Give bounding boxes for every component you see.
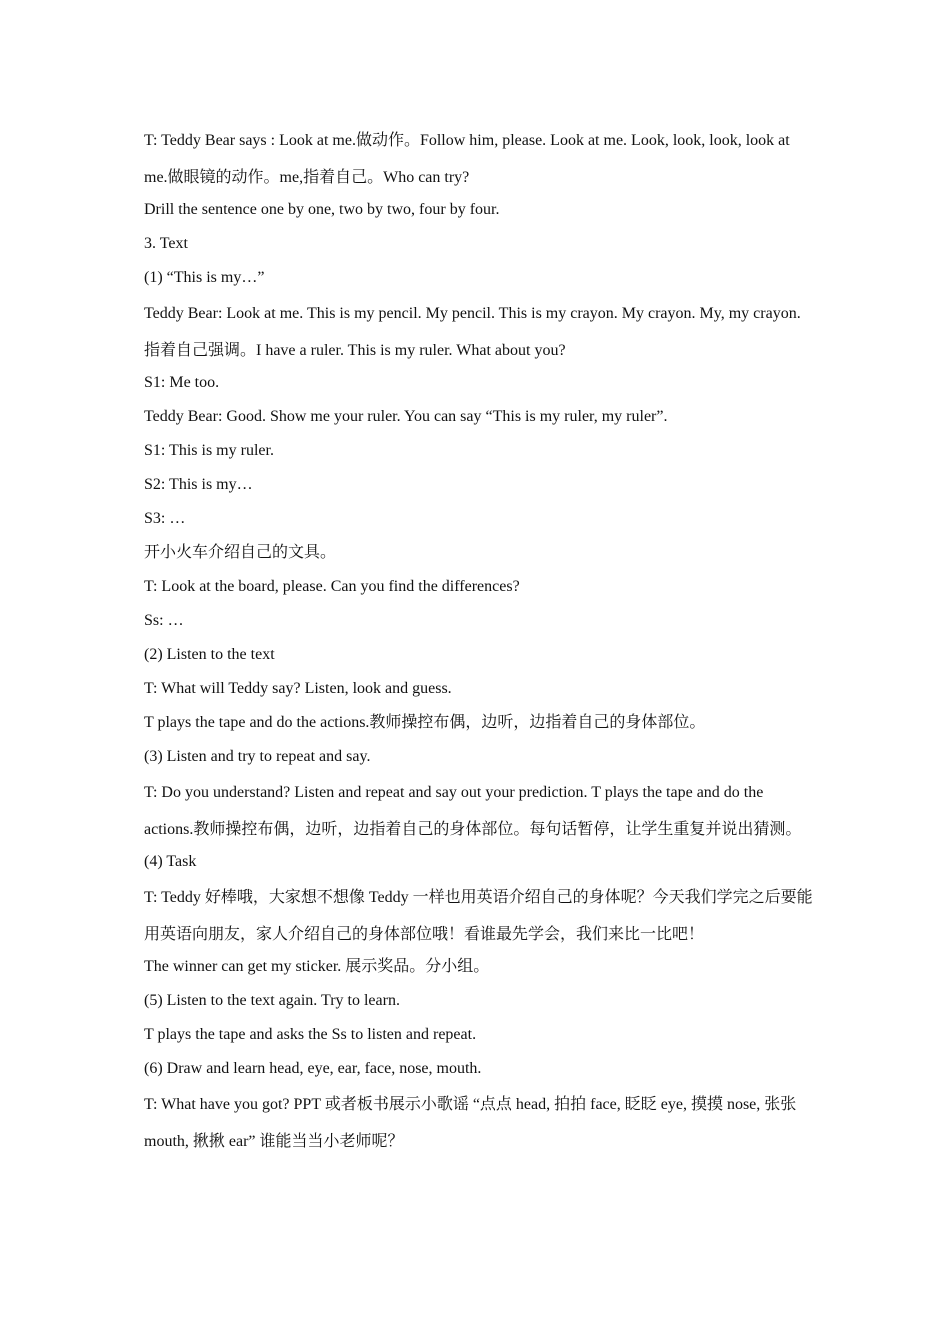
paragraph-2: Drill the sentence one by one, two by two, four by four. (144, 201, 500, 218)
paragraph-22: (5) Listen to the text again. Try to learn. (144, 992, 400, 1009)
paragraph-19: (4) Task (144, 853, 197, 870)
paragraph-12: T: Look at the board, please. Can you find the differences? (144, 578, 520, 595)
paragraph-4: (1) “This is my…” (144, 269, 265, 286)
paragraph-9: S2: This is my… (144, 476, 253, 493)
paragraph-18: T: Do you understand? Listen and repeat and say out your prediction. T plays the tape and do the actions.教师操控布偶，边听，边指着自己的身体部位。每句话暂停，让学生重复并说出猜测。 (144, 784, 802, 838)
paragraph-7: Teddy Bear: Good. Show me your ruler. You can say “This is my ruler, my ruler”. (144, 408, 668, 425)
paragraph-24: (6) Draw and learn head, eye, ear, face, nose, mouth. (144, 1060, 482, 1077)
paragraph-10: S3: … (144, 510, 186, 527)
paragraph-25: T: What have you got? PPT 或者板书展示小歌谣 “点点 head, 拍拍 face, 眨眨 eye, 摸摸 nose, 张张 mouth, 揪揪 ear” 谁能当当小老师呢？ (144, 1096, 797, 1150)
paragraph-15: T: What will Teddy say? Listen, look and guess. (144, 680, 452, 697)
paragraph-13: Ss: … (144, 612, 184, 629)
paragraph-17: (3) Listen and try to repeat and say. (144, 748, 371, 765)
paragraph-11: 开小火车介绍自己的文具。 (144, 544, 337, 561)
document-body (144, 122, 814, 1157)
paragraph-23: T plays the tape and asks the Ss to listen and repeat. (144, 1026, 477, 1043)
paragraph-5: Teddy Bear: Look at me. This is my pencil. My pencil. This is my crayon. My crayon. My, my crayon.指着自己强调。I have a ruler. This is my ruler. What about you? (144, 305, 801, 359)
paragraph-6: S1: Me too. (144, 374, 220, 391)
paragraph-21: The winner can get my sticker. 展示奖品。分小组。 (144, 958, 490, 975)
paragraph-1: T: Teddy Bear says : Look at me.做动作。Follow him, please. Look at me. Look, look, look, look at me.做眼镜的动作。me,指着自己。Who can try? (144, 132, 790, 186)
paragraph-8: S1: This is my ruler. (144, 442, 274, 459)
paragraph-16: T plays the tape and do the actions.教师操控布偶，边听，边指着自己的身体部位。 (144, 714, 706, 731)
paragraph-14: (2) Listen to the text (144, 646, 275, 663)
paragraph-3: 3. Text (144, 235, 188, 252)
paragraph-20: T: Teddy 好棒哦，大家想不想像 Teddy 一样也用英语介绍自己的身体呢？今天我们学完之后要能用英语向朋友，家人介绍自己的身体部位哦！看谁最先学会，我们来比一比吧！ (144, 889, 813, 943)
